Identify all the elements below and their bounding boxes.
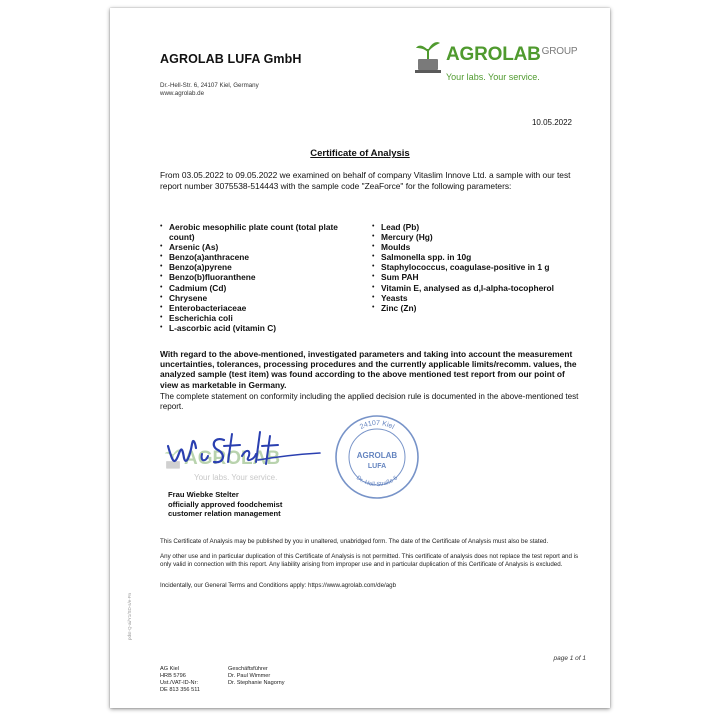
signer-department: customer relation management [168, 509, 281, 518]
parameter-item: • Enterobacteriaceae [160, 303, 360, 313]
footer-line: Dr. Stephanie Nagorny [228, 679, 285, 686]
document-side-code: pdsI-Q-ai/Y1/SD-s/e-Fn [127, 592, 132, 640]
document-title: Certificate of Analysis [310, 148, 410, 159]
logo-suffix: GROUP [541, 46, 578, 57]
agrolab-logo [412, 28, 592, 98]
parameter-list-right [372, 222, 592, 313]
parameter-item: • Benzo(b)fluoranthene [160, 272, 360, 282]
footer-line: AG Kiel [160, 666, 179, 672]
parameter-item: • Chrysene [160, 293, 360, 303]
parameter-item: • Yeasts [372, 293, 592, 303]
page-number: page 1 of 1 [553, 655, 586, 662]
parameter-item: • Zinc (Zn) [372, 303, 592, 313]
company-name: AGROLAB LUFA GmbH [160, 52, 302, 66]
signature-block [162, 426, 322, 486]
fine-print-publish: This Certificate of Analysis may be published by you in unaltered, unabridged form. The date of the Certificate of Analysis must also be stated. [160, 538, 549, 545]
address-line: Dr.-Hell-Str. 6, 24107 Kiel, Germany [160, 82, 259, 89]
parameter-item: • Arsenic (As) [160, 242, 360, 252]
watermark-logo-word: AGROLAB [184, 448, 281, 469]
stamp-bottom-text: Dr.-Hell-Straße 6 [354, 475, 400, 489]
conclusion-paragraph: With regard to the above-mentioned, investigated parameters and taking into account the measurement uncertainties, tolerances, processing procedures and the currently applicable limits/recomm. values, the analyzed sample (test item) was found according to the above mentioned test report from our point of view as marketable in Germany. [160, 349, 577, 390]
footer-registration [160, 666, 200, 694]
lab-flask-icon [412, 36, 444, 76]
issue-date: 10.05.2022 [531, 118, 572, 127]
watermark-slogan: Your labs. Your service. [194, 473, 278, 482]
parameter-item: • Aerobic mesophilic plate count (total plate count) [160, 222, 360, 242]
website: www.agrolab.de [160, 90, 205, 97]
parameter-item: • Cadmium (Cd) [160, 283, 360, 293]
stamp-top-text: 24107 Kiel [358, 419, 396, 431]
parameter-item: • Vitamin E, analysed as d,l-alpha-tocopherol [372, 283, 592, 293]
footer-line: Dr. Paul Wimmer [228, 672, 271, 679]
certificate-page [110, 8, 610, 708]
intro-paragraph: From 03.05.2022 to 09.05.2022 we examined on behalf of company Vitaslim Innove Ltd. a sample with our test report number 3075538-514443 with the sample code "ZeaForce" for the following parameters: [160, 170, 571, 191]
parameter-item: • Escherichia coli [160, 313, 360, 323]
stamp-line1: AGROLAB [356, 451, 398, 460]
company-address [160, 82, 259, 98]
fine-print-duplication: Any other use and in particular duplication of this Certificate of Analysis is not permitted. This certificate of analysis does not replace the test report and is only valid in connection with this report. Any liability arising from improper use and in particular duplication of this Certificate of Analysis is excluded. [160, 553, 579, 568]
official-stamp [332, 412, 422, 502]
footer-line: DE 813 356 511 [160, 686, 201, 693]
parameter-item: • Salmonella spp. in 10g [372, 252, 592, 262]
signer-name: Frau Wiebke Stelter [168, 490, 239, 499]
stamp-line2: LUFA [367, 463, 387, 470]
stamp-seal [332, 412, 422, 502]
parameter-item: • Moulds [372, 242, 592, 252]
footer-management [228, 666, 285, 687]
parameter-item: • L-ascorbic acid (vitamin C) [160, 323, 360, 333]
signer-role: officially approved foodchemist [168, 499, 283, 509]
logo-word: AGROLAB [446, 44, 541, 65]
conformity-note: The complete statement on conformity including the applied decision rule is documented in the above-mentioned test report. [160, 392, 579, 411]
parameter-item: • Staphylococcus, coagulase-positive in 1 g [372, 262, 592, 272]
parameter-item: • Sum PAH [372, 272, 592, 282]
handwritten-signature [162, 426, 322, 476]
svg-text:Dr.-Hell-Straße 6 [355, 475, 400, 488]
parameter-item: • Benzo(a)anthracene [160, 252, 360, 262]
signer-info [168, 490, 282, 519]
parameter-list-left [160, 222, 360, 333]
parameter-item: • Lead (Pb) [372, 222, 592, 232]
footer-line: Geschäftsführer [228, 666, 268, 672]
footer-line: HRB 5796 [160, 672, 186, 679]
logo-slogan: Your labs. Your service. [446, 72, 540, 82]
parameter-item: • Benzo(a)pyrene [160, 262, 360, 272]
footer-line: Ust./VAT-ID-Nr: [160, 679, 199, 686]
fine-print-terms: Incidentally, our General Terms and Conditions apply: https://www.agrolab.com/de/agb [160, 582, 397, 589]
parameter-item: • Mercury (Hg) [372, 232, 592, 242]
